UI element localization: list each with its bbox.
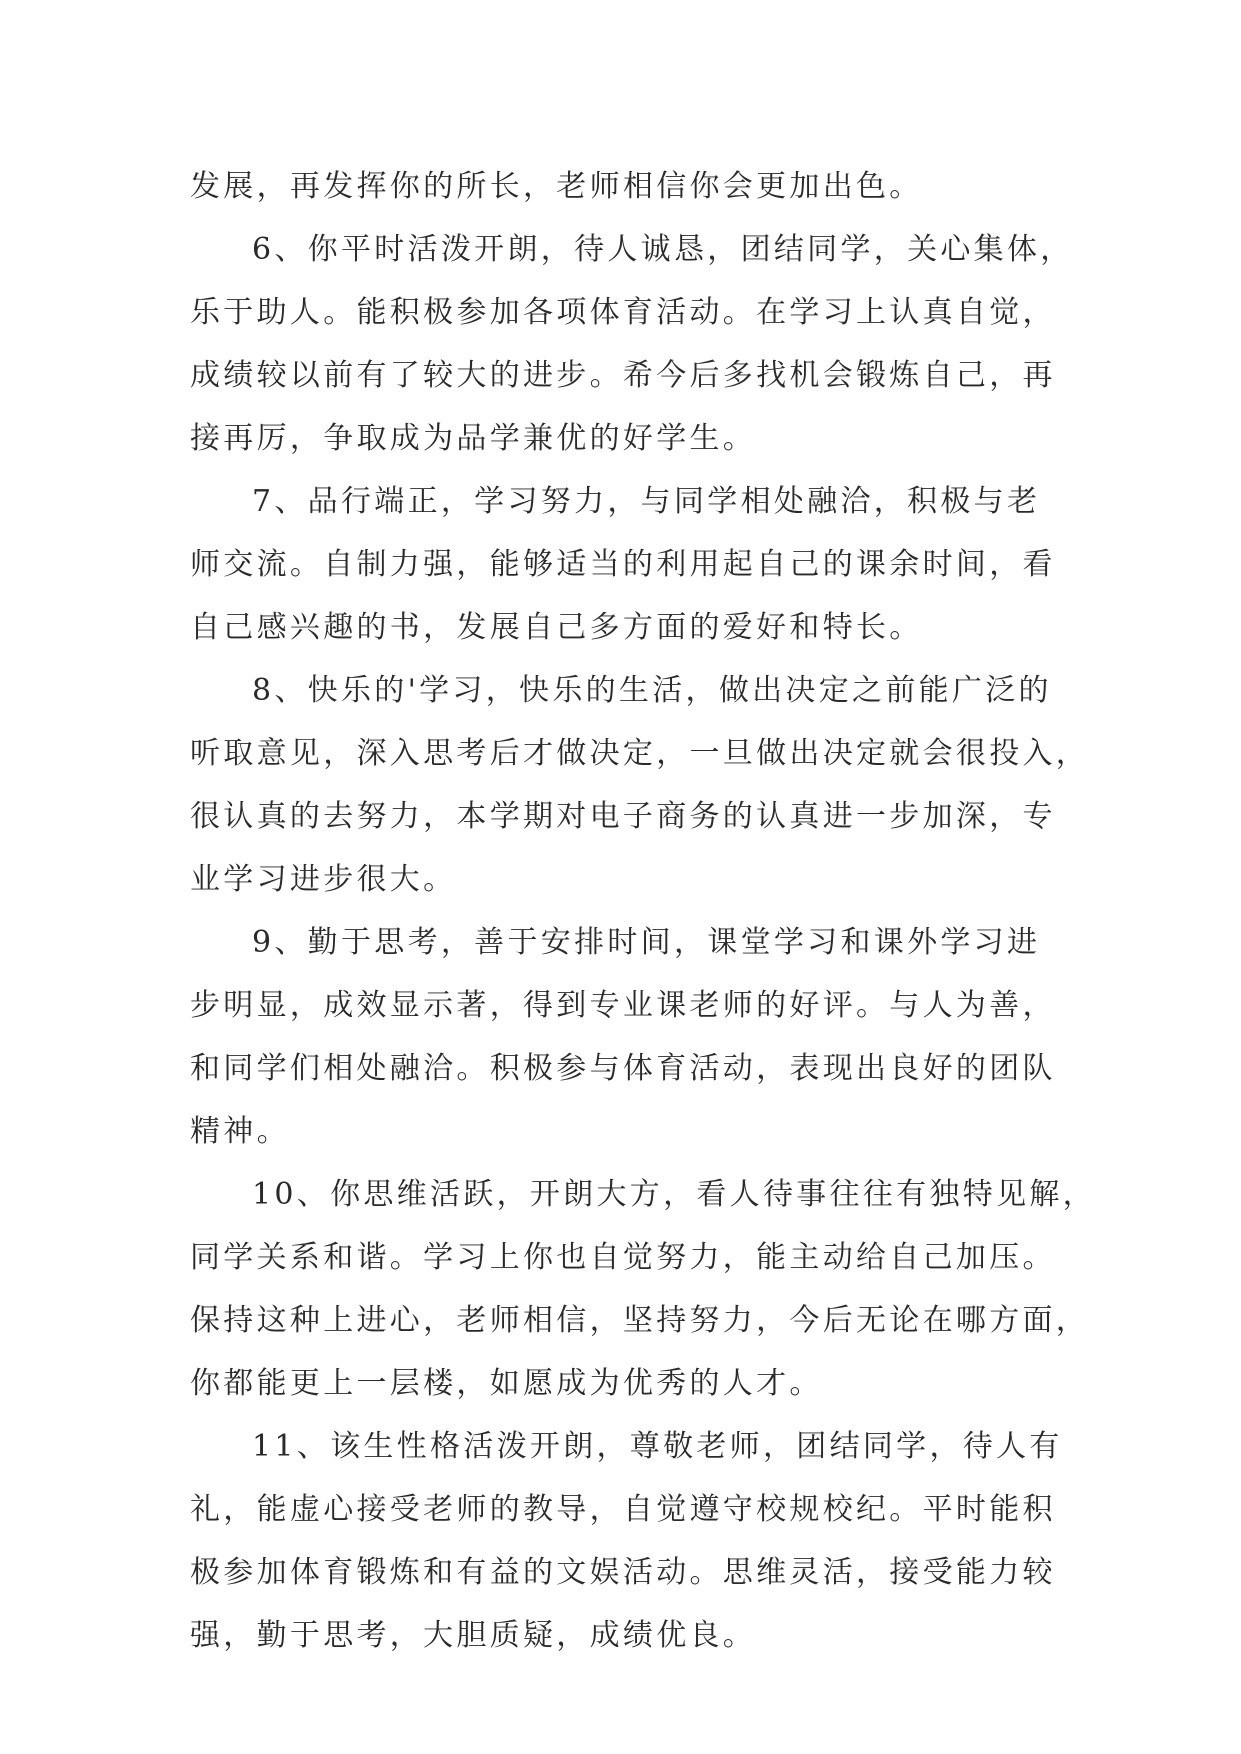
paragraph-comment-9 [190, 911, 1070, 1163]
paragraph-comment-7 [190, 470, 1070, 659]
text-line: 8、快乐的'学习，快乐的生活，做出决定之前能广泛的 [252, 673, 1052, 708]
paragraph-comment-8 [190, 659, 1090, 911]
text-line: 精神。 [190, 1114, 290, 1149]
document-body [190, 155, 1096, 1667]
text-line: 和同学们相处融洽。积极参与体育活动，表现出良好的团队 [190, 1051, 1056, 1086]
paragraph-comment-10 [190, 1163, 1096, 1415]
text-line: 步明显，成效显示著，得到专业课老师的好评。与人为善， [190, 988, 1056, 1023]
text-line: 很认真的去努力，本学期对电子商务的认真进一步加深，专 [190, 799, 1056, 834]
text-line: 极参加体育锻炼和有益的文娱活动。思维灵活，接受能力较 [190, 1555, 1056, 1590]
text-line: 乐于助人。能积极参加各项体育活动。在学习上认真自觉， [190, 295, 1056, 330]
text-line: 同学关系和谐。学习上你也自觉努力，能主动给自己加压。 [190, 1240, 1056, 1275]
text-line: 听取意见，深入思考后才做决定，一旦做出决定就会很投入， [190, 736, 1090, 771]
text-line: 礼，能虚心接受老师的教导，自觉遵守校规校纪。平时能积 [190, 1492, 1056, 1527]
paragraph-comment-6 [190, 218, 1074, 470]
text-line: 7、品行端正，学习努力，与同学相处融洽，积极与老 [252, 484, 1041, 519]
paragraph-comment-11 [190, 1415, 1070, 1667]
paragraph-continuation [190, 155, 1070, 218]
text-line: 9、勤于思考，善于安排时间，课堂学习和课外学习进 [252, 925, 1041, 960]
text-line: 接再厉，争取成为品学兼优的好学生。 [190, 421, 757, 456]
text-line: 发展，再发挥你的所长，老师相信你会更加出色。 [190, 169, 923, 204]
text-line: 10、你思维活跃，开朗大方，看人待事往往有独特见解， [252, 1177, 1096, 1212]
text-line: 师交流。自制力强，能够适当的利用起自己的课余时间，看 [190, 547, 1056, 582]
text-line: 业学习进步很大。 [190, 862, 457, 897]
text-line: 6、你平时活泼开朗，待人诚恳，团结同学，关心集体， [252, 232, 1074, 267]
text-line: 11、该生性格活泼开朗，尊敬老师，团结同学，待人有 [252, 1429, 1063, 1464]
text-line: 强，勤于思考，大胆质疑，成绩优良。 [190, 1618, 757, 1653]
text-line: 你都能更上一层楼，如愿成为优秀的人才。 [190, 1366, 823, 1401]
text-line: 成绩较以前有了较大的进步。希今后多找机会锻炼自己，再 [190, 358, 1056, 393]
text-line: 自己感兴趣的书，发展自己多方面的爱好和特长。 [190, 610, 923, 645]
text-line: 保持这种上进心，老师相信，坚持努力，今后无论在哪方面， [190, 1303, 1090, 1338]
